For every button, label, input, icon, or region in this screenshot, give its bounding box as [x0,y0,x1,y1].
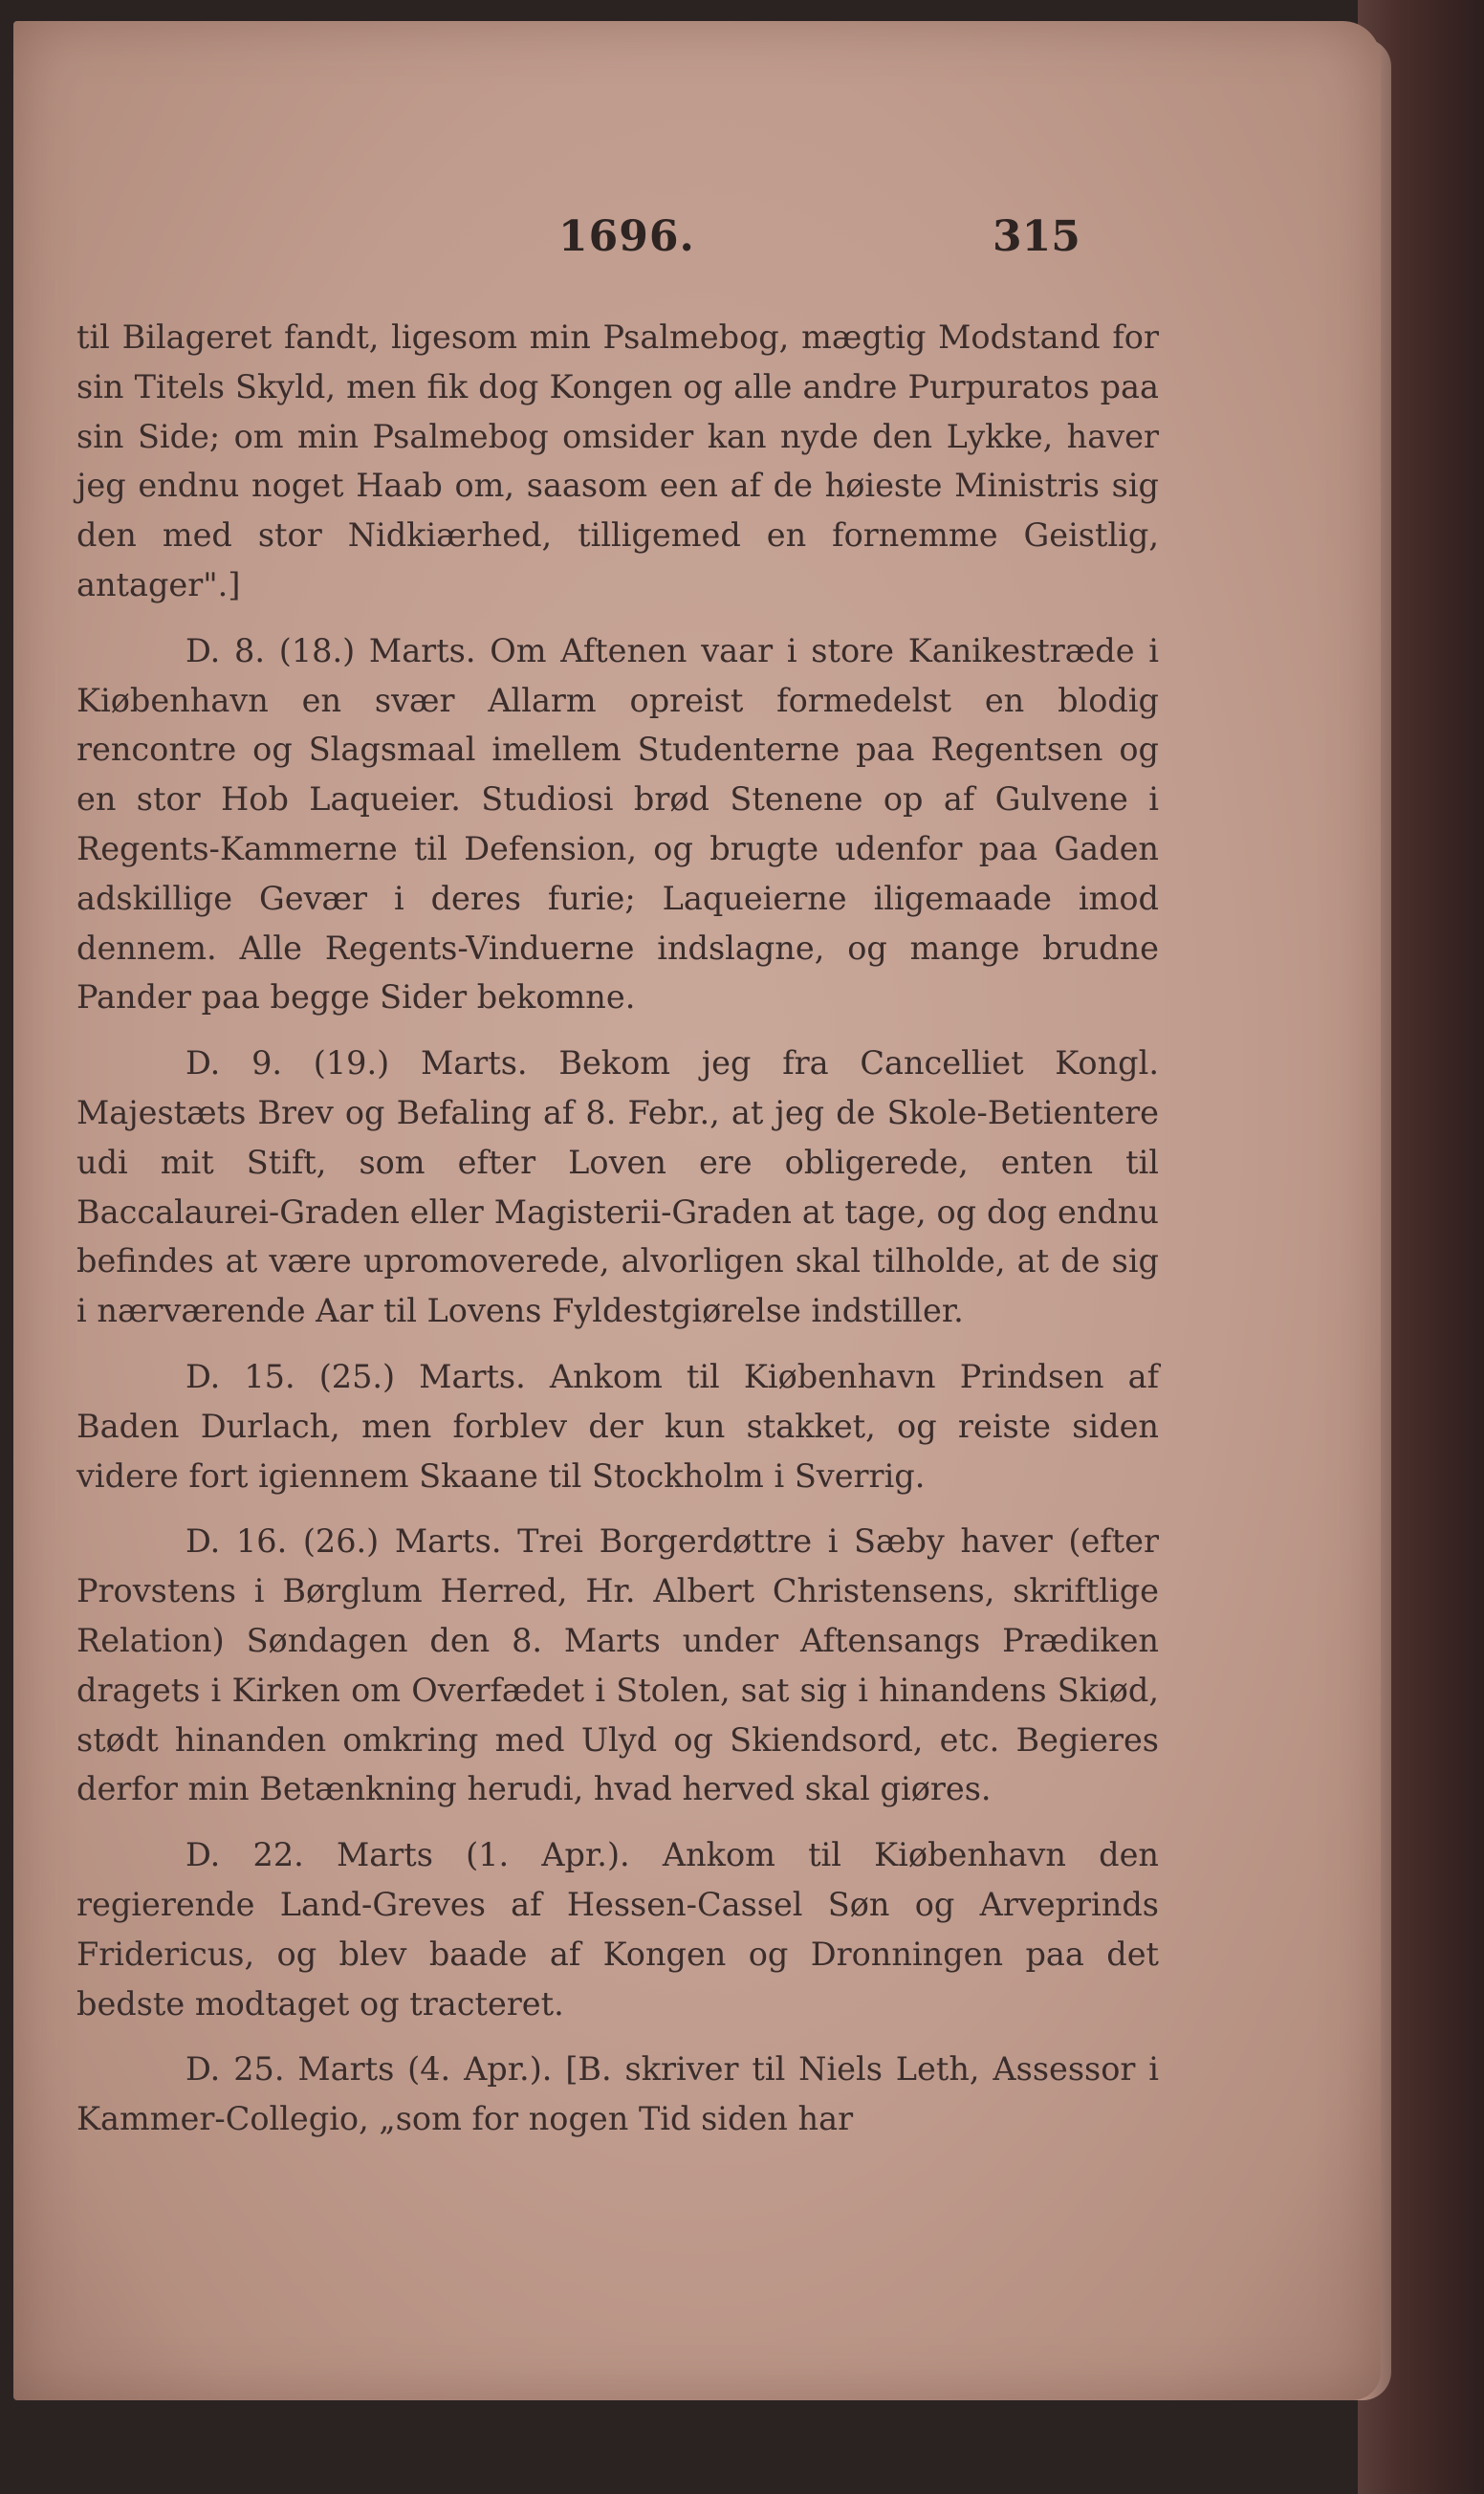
entry-date: D. 22. Marts (1. Apr.). [186,1836,630,1874]
entry-date: D. 9. (19.) Marts. [186,1044,528,1083]
entry-16-marts [76,1517,1159,1814]
paragraph-text: Ankom til Kiøbenhavn Prindsen af Baden Durlach, men forblev der kun stakket, og reiste siden videre fort igiennem Skaane til Stockholm i Sverrig. [76,1357,1159,1495]
entry-15-marts [76,1352,1159,1500]
paragraph-continuation [76,313,1159,610]
entry-8-marts [76,626,1159,1022]
entry-date: D. 25. Marts (4. Apr.). [186,2050,553,2089]
paragraph-text: Bekom jeg fra Cancelliet Kongl. Majestæts Brev og Befaling af 8. Febr., at jeg de Skole-Betientere udi mit Stift, som efter Loven ere obligerede, enten til Baccalaurei-Graden eller Magisterii-Graden at tage, og dog endnu befindes at være upromoverede, alvorligen skal tilholde, at de sig i nærværende Aar til Lovens Fyldestgiørelse indstiller. [76,1044,1159,1330]
paragraph-text: [B. skriver til Niels Leth, Assessor i Kammer-Collegio, „som for nogen Tid siden har [76,2050,1159,2138]
entry-22-marts [76,1830,1159,2028]
paragraph-text: Trei Borgerdøttre i Sæby haver (efter Provstens i Børglum Herred, Hr. Albert Christensens, skriftlige Relation) Søndagen den 8. Marts under Aftensangs Prædiken dragets i Kirken om Overfædet i Stolen, sat sig i hinandens Skiød, stødt hinanden omkring med Ulyd og Skiendsord, etc. Begieres derfor min Betænkning herudi, hvad herved skal giøres. [76,1522,1159,1808]
paragraph-text: Ankom til Kiøbenhavn den regierende Land-Greves af Hessen-Cassel Søn og Arveprinds Fridericus, og blev baade af Kongen og Dronningen paa det bedste modtaget og tracteret. [76,1836,1159,2023]
header-year: 1696. [558,212,695,261]
entry-date: D. 16. (26.) Marts. [186,1522,502,1561]
entry-date: D. 15. (25.) Marts. [186,1357,526,1395]
paragraph-text: til Bilageret fandt, ligesom min Psalmebog, mægtig Modstand for sin Titels Skyld, men fik dog Kongen og alle andre Purpuratos paa sin Side; om min Psalmebog omsider kan nyde den Lykke, haver jeg endnu noget Haab om, saasom een af de høieste Ministris sig den med stor Nidkiærhed, tilligemed en fornemme Geistlig, antager".] [76,318,1159,603]
entry-date: D. 8. (18.) Marts. [186,631,476,669]
page-body [76,313,1159,2144]
entry-9-marts [76,1039,1159,1336]
book-page [13,21,1381,2400]
entry-25-marts [76,2045,1159,2144]
running-header [13,212,1381,270]
page-number: 315 [993,212,1080,261]
paragraph-text: Om Aftenen vaar i store Kanikestræde i Kiøbenhavn en svær Allarm opreist formedelst en blodig rencontre og Slagsmaal imellem Studenterne paa Regentsen og en stor Hob Laqueier. Studiosi brød Stenene op af Gulvene i Regents-Kammerne til Defension, og brugte udenfor paa Gaden adskillige Gevær i deres furie; Laqueierne iligemaade imod dennem. Alle Regents-Vinduerne indslagne, og mange brudne Pander paa begge Sider bekomne. [76,631,1159,1017]
